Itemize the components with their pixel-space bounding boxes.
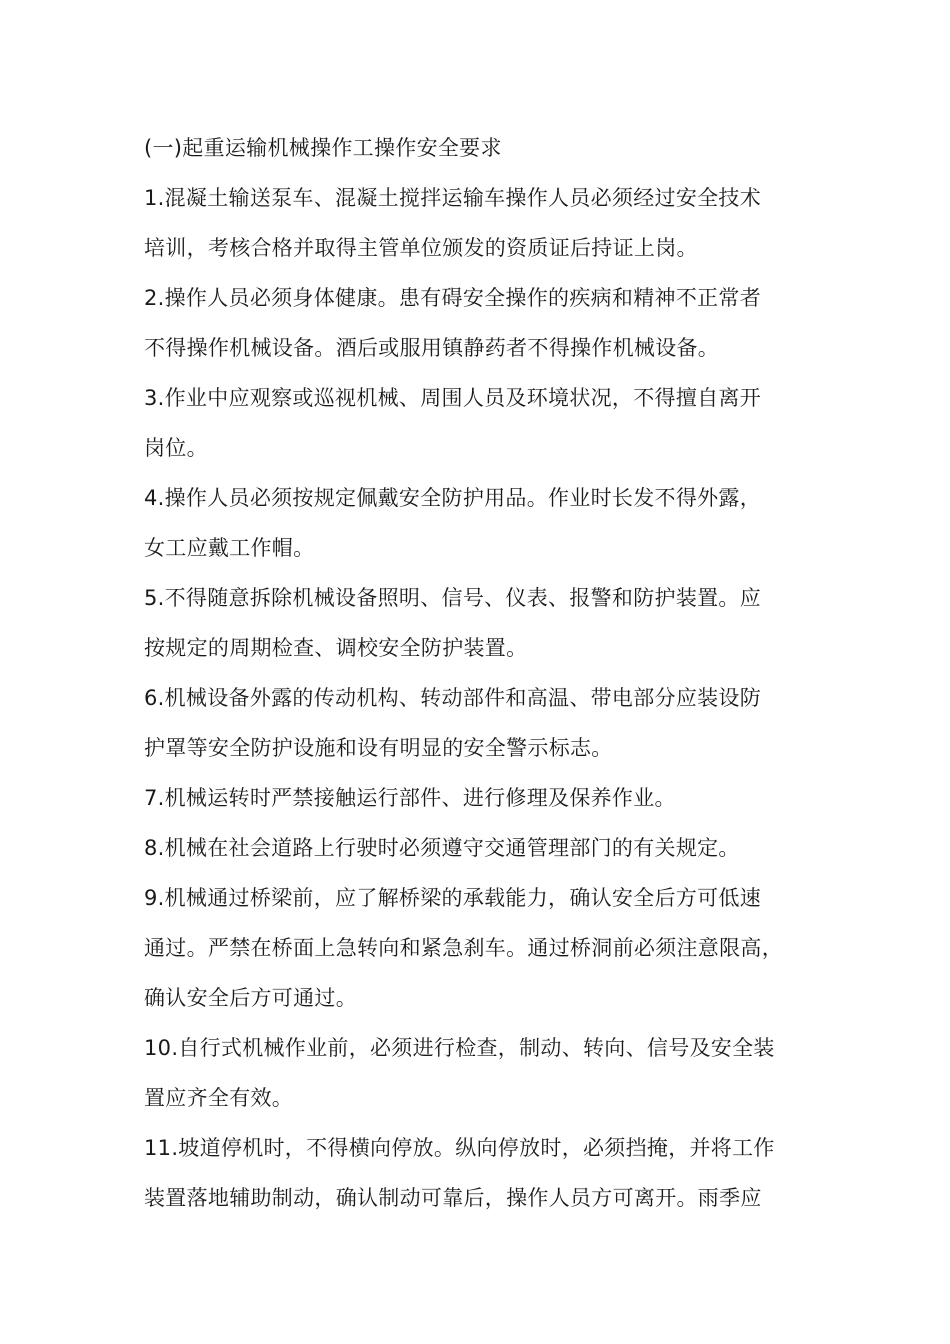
text-line: 不得操作机械设备。酒后或服用镇静药者不得操作机械设备。 <box>144 336 720 360</box>
text-line: 置应齐全有效。 <box>144 1086 294 1110</box>
text-line: 岗位。 <box>144 436 208 460</box>
text-line: 9.机械通过桥梁前，应了解桥梁的承载能力，确认安全后方可低速 <box>144 886 762 910</box>
text-line: 11.坡道停机时，不得横向停放。纵向停放时，必须挡掩，并将工作 <box>144 1136 775 1160</box>
text-line: 护罩等安全防护设施和设有明显的安全警示标志。 <box>144 736 613 760</box>
text-line: 装置落地辅助制动，确认制动可靠后，操作人员方可离开。雨季应 <box>144 1186 762 1210</box>
text-line: 6.机械设备外露的传动机构、转动部件和高温、带电部分应装设防 <box>144 686 762 710</box>
text-line: 1.混凝土输送泵车、混凝土搅拌运输车操作人员必须经过安全技术 <box>144 186 762 210</box>
text-line: 4.操作人员必须按规定佩戴安全防护用品。作业时长发不得外露， <box>144 486 762 510</box>
text-line: 5.不得随意拆除机械设备照明、信号、仪表、报警和防护装置。应 <box>144 586 762 610</box>
text-line: 3.作业中应观察或巡视机械、周围人员及环境状况，不得擅自离开 <box>144 386 762 410</box>
text-line: 10.自行式机械作业前，必须进行检查，制动、转向、信号及安全装 <box>144 1036 775 1060</box>
text-line: 7.机械运转时严禁接触运行部件、进行修理及保养作业。 <box>144 786 676 810</box>
text-line: 2.操作人员必须身体健康。患有碍安全操作的疾病和精神不正常者 <box>144 286 762 310</box>
section-heading: (一)起重运输机械操作工操作安全要求 <box>144 136 502 160</box>
text-line: 按规定的周期检查、调校安全防护装置。 <box>144 636 528 660</box>
text-line: 女工应戴工作帽。 <box>144 536 315 560</box>
text-line: 培训，考核合格并取得主管单位颁发的资质证后持证上岗。 <box>144 236 698 260</box>
text-line: 8.机械在社会道路上行驶时必须遵守交通管理部门的有关规定。 <box>144 836 740 860</box>
text-line: 确认安全后方可通过。 <box>144 986 357 1010</box>
text-line: 通过。严禁在桥面上急转向和紧急刹车。通过桥洞前必须注意限高， <box>144 936 783 960</box>
